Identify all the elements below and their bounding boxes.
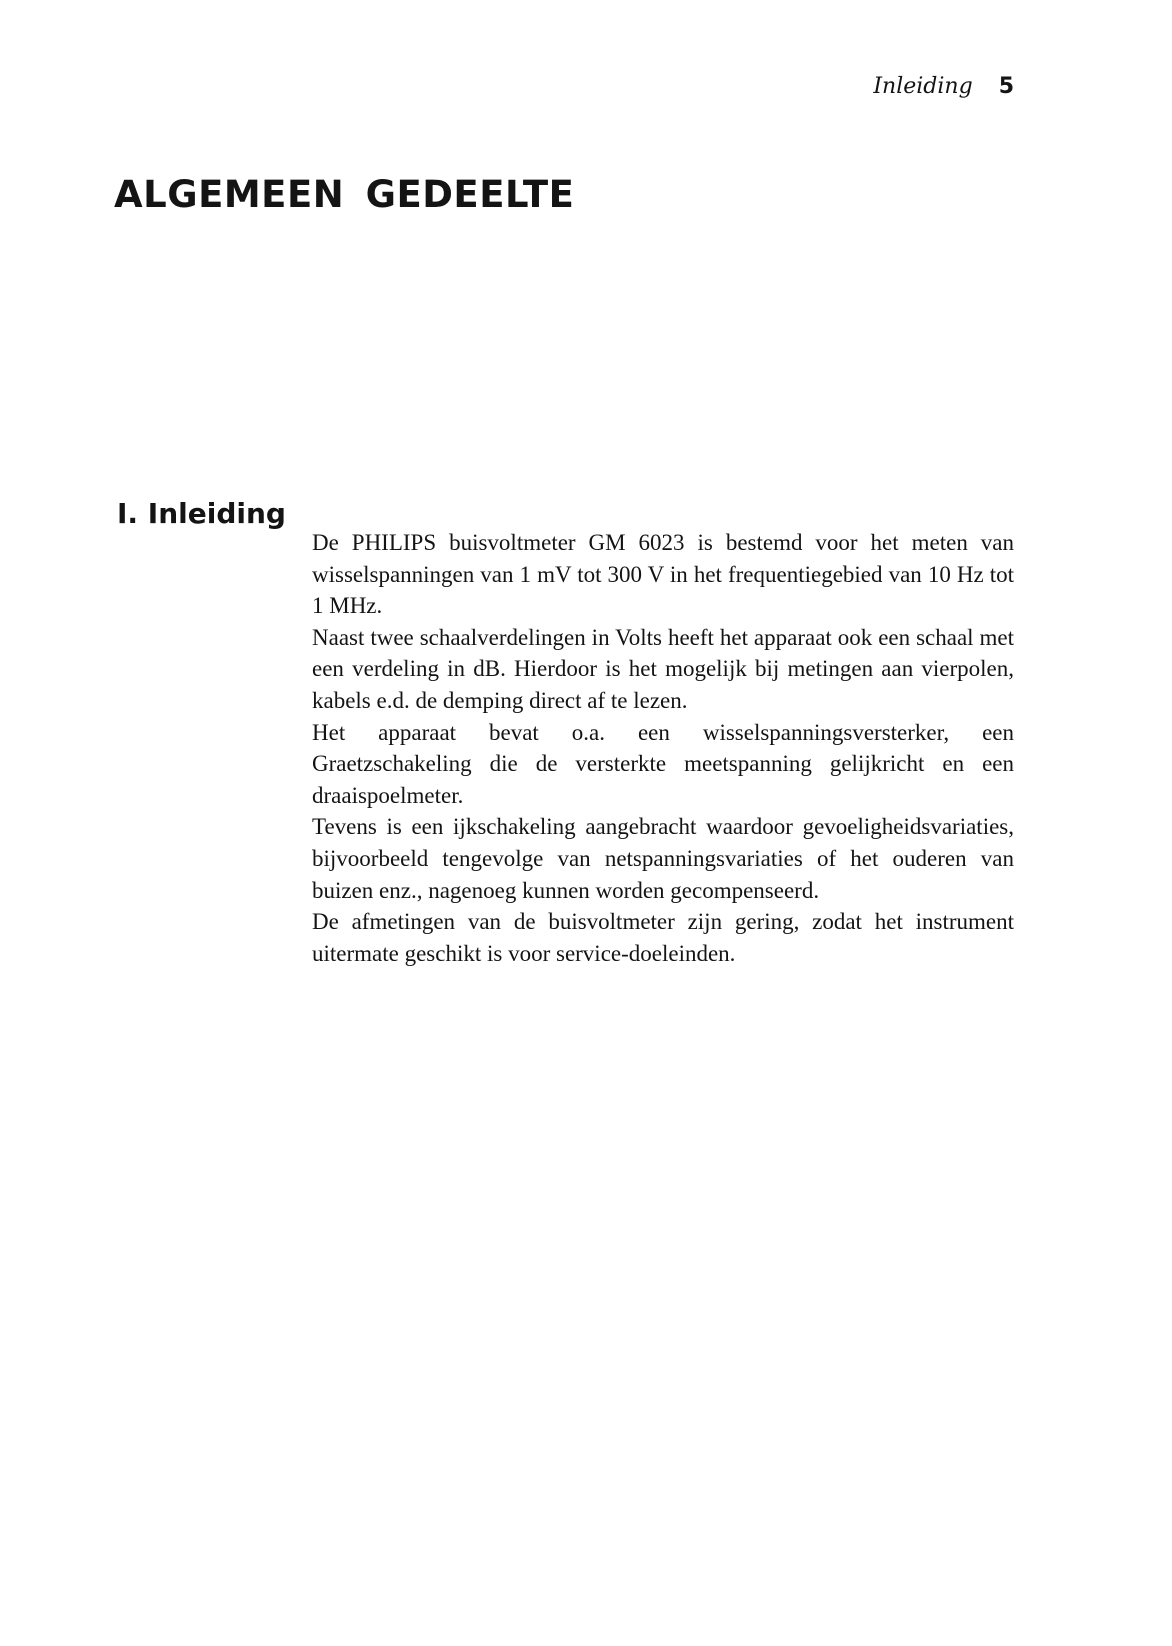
paragraph-calibration: Tevens is een ijkschakeling aangebracht waardoor gevoeligheidsvariaties, bijvoorbeeld tengevolge van netspanningsvariaties of het ouderen van buizen enz., nagenoeg kunnen worden gecompenseerd.: [312, 814, 1014, 903]
running-title: Inleiding: [873, 74, 973, 99]
paragraph-purpose: De PHILIPS buisvoltmeter GM 6023 is bestemd voor het meten van wisselspanningen van 1 mV tot 300 V in het frequentiegebied van 10 Hz tot 1 MHz.: [312, 530, 1014, 619]
section-body: [312, 527, 1014, 969]
paragraph-scales: Naast twee schaalverdelingen in Volts heeft het apparaat ook een schaal met een verdeling in dB. Hierdoor is het mogelijk bij metingen aan vierpolen, kabels e.d. de demping direct af te lezen.: [312, 624, 1014, 713]
part-title: ALGEMEEN GEDEELTE: [114, 173, 575, 216]
section-title: I. Inleiding: [117, 497, 286, 530]
paragraph-dimensions: De afmetingen van de buisvoltmeter zijn gering, zodat het instrument uitermate geschikt is voor service-doeleinden.: [312, 909, 1014, 966]
paragraph-components: Het apparaat bevat o.a. een wisselspanningsversterker, een Graetzschakeling die de versterkte meetspanning gelijkricht en een draaispoelmeter.: [312, 719, 1014, 808]
page-number: 5: [998, 74, 1014, 99]
running-header: [873, 76, 1014, 98]
